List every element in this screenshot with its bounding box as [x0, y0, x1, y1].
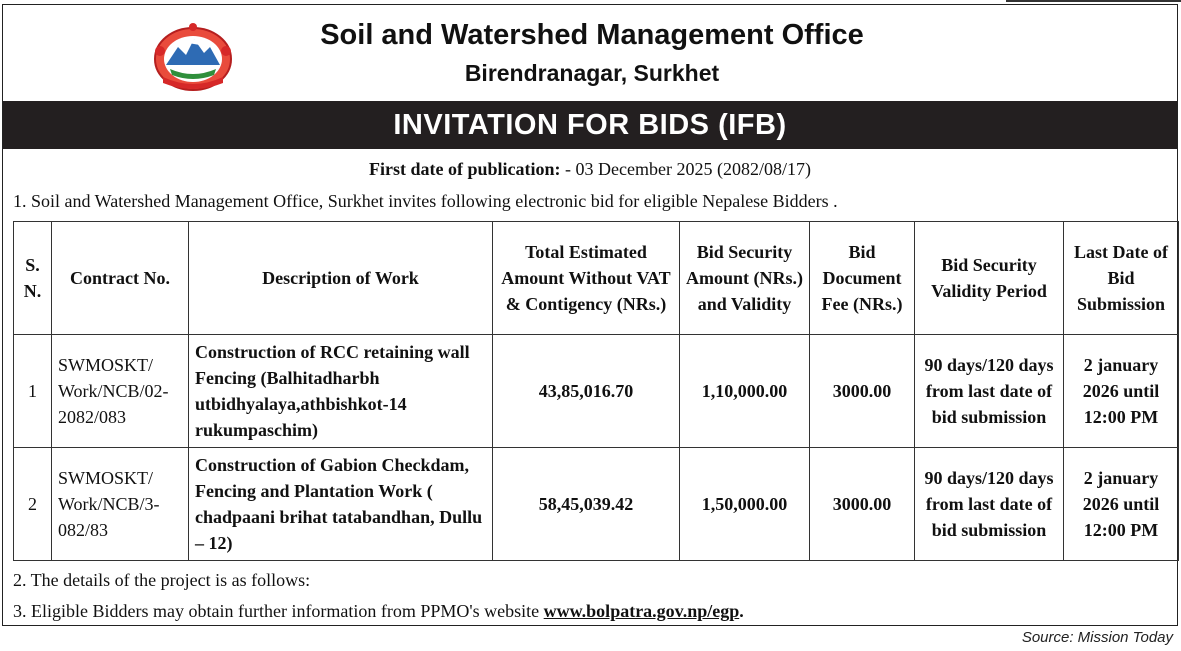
header-validity-period: Bid Security Validity Period — [915, 222, 1064, 335]
cell-last-date: 2 january 2026 until 12:00 PM — [1064, 335, 1179, 448]
paragraph-3-end: . — [739, 601, 744, 621]
cell-validity-period: 90 days/120 days from last date of bid submission — [915, 335, 1064, 448]
bids-table — [13, 221, 1179, 561]
table-row — [14, 448, 1179, 561]
header-estimated-amount: Total Estimated Amount Without VAT & Contigency (NRs.) — [493, 222, 680, 335]
header-sn: S. N. — [14, 222, 52, 335]
cell-description: Construction of RCC retaining wall Fencing (Balhitadharbh utbidhyalaya,athbishkot-14 rukumpaschim) — [189, 335, 493, 448]
paragraph-1: 1. Soil and Watershed Management Office, Surkhet invites following electronic bid for eligible Nepalese Bidders . — [13, 191, 838, 211]
cell-estimated-amount: 58,45,039.42 — [493, 448, 680, 561]
header-document-fee: Bid Document Fee (NRs.) — [810, 222, 915, 335]
notice-frame — [2, 4, 1178, 626]
table-row — [14, 335, 1179, 448]
header-last-date: Last Date of Bid Submission — [1064, 222, 1179, 335]
cell-contract-no: SWMOSKT/ Work/NCB/3-082/83 — [52, 448, 189, 561]
cell-document-fee: 3000.00 — [810, 448, 915, 561]
source-credit: Source: Mission Today — [1021, 629, 1173, 646]
header-description: Description of Work — [189, 222, 493, 335]
cell-sn: 2 — [14, 448, 52, 561]
publication-date-value: - 03 December 2025 (2082/08/17) — [560, 159, 811, 179]
paragraph-3 — [13, 601, 744, 622]
cell-document-fee: 3000.00 — [810, 335, 915, 448]
ifb-banner: INVITATION FOR BIDS (IFB) — [3, 101, 1177, 149]
top-edge-rule — [1006, 0, 1181, 2]
cell-validity-period: 90 days/120 days from last date of bid submission — [915, 448, 1064, 561]
paragraph-3-text: 3. Eligible Bidders may obtain further information from PPMO's website — [13, 601, 544, 621]
header-contract-no: Contract No. — [52, 222, 189, 335]
cell-description: Construction of Gabion Checkdam, Fencing and Plantation Work ( chadpaani brihat tatabandhan, Dullu – 12) — [189, 448, 493, 561]
publication-date-label: First date of publication: — [369, 159, 561, 179]
cell-contract-no: SWMOSKT/ Work/NCB/02-2082/083 — [52, 335, 189, 448]
cell-bid-security: 1,10,000.00 — [680, 335, 810, 448]
notice-header — [3, 5, 1177, 101]
cell-sn: 1 — [14, 335, 52, 448]
table-header-row — [14, 222, 1179, 335]
paragraph-2: 2. The details of the project is as follows: — [13, 570, 311, 590]
cell-estimated-amount: 43,85,016.70 — [493, 335, 680, 448]
header-bid-security: Bid Security Amount (NRs.) and Validity — [680, 222, 810, 335]
publication-date — [3, 159, 1177, 180]
cell-last-date: 2 january 2026 until 12:00 PM — [1064, 448, 1179, 561]
office-location: Birendranagar, Surkhet — [464, 60, 720, 86]
ppmo-website-link[interactable]: www.bolpatra.gov.np/egp — [543, 601, 740, 621]
cell-bid-security: 1,50,000.00 — [680, 448, 810, 561]
office-name: Soil and Watershed Management Office — [320, 19, 864, 51]
